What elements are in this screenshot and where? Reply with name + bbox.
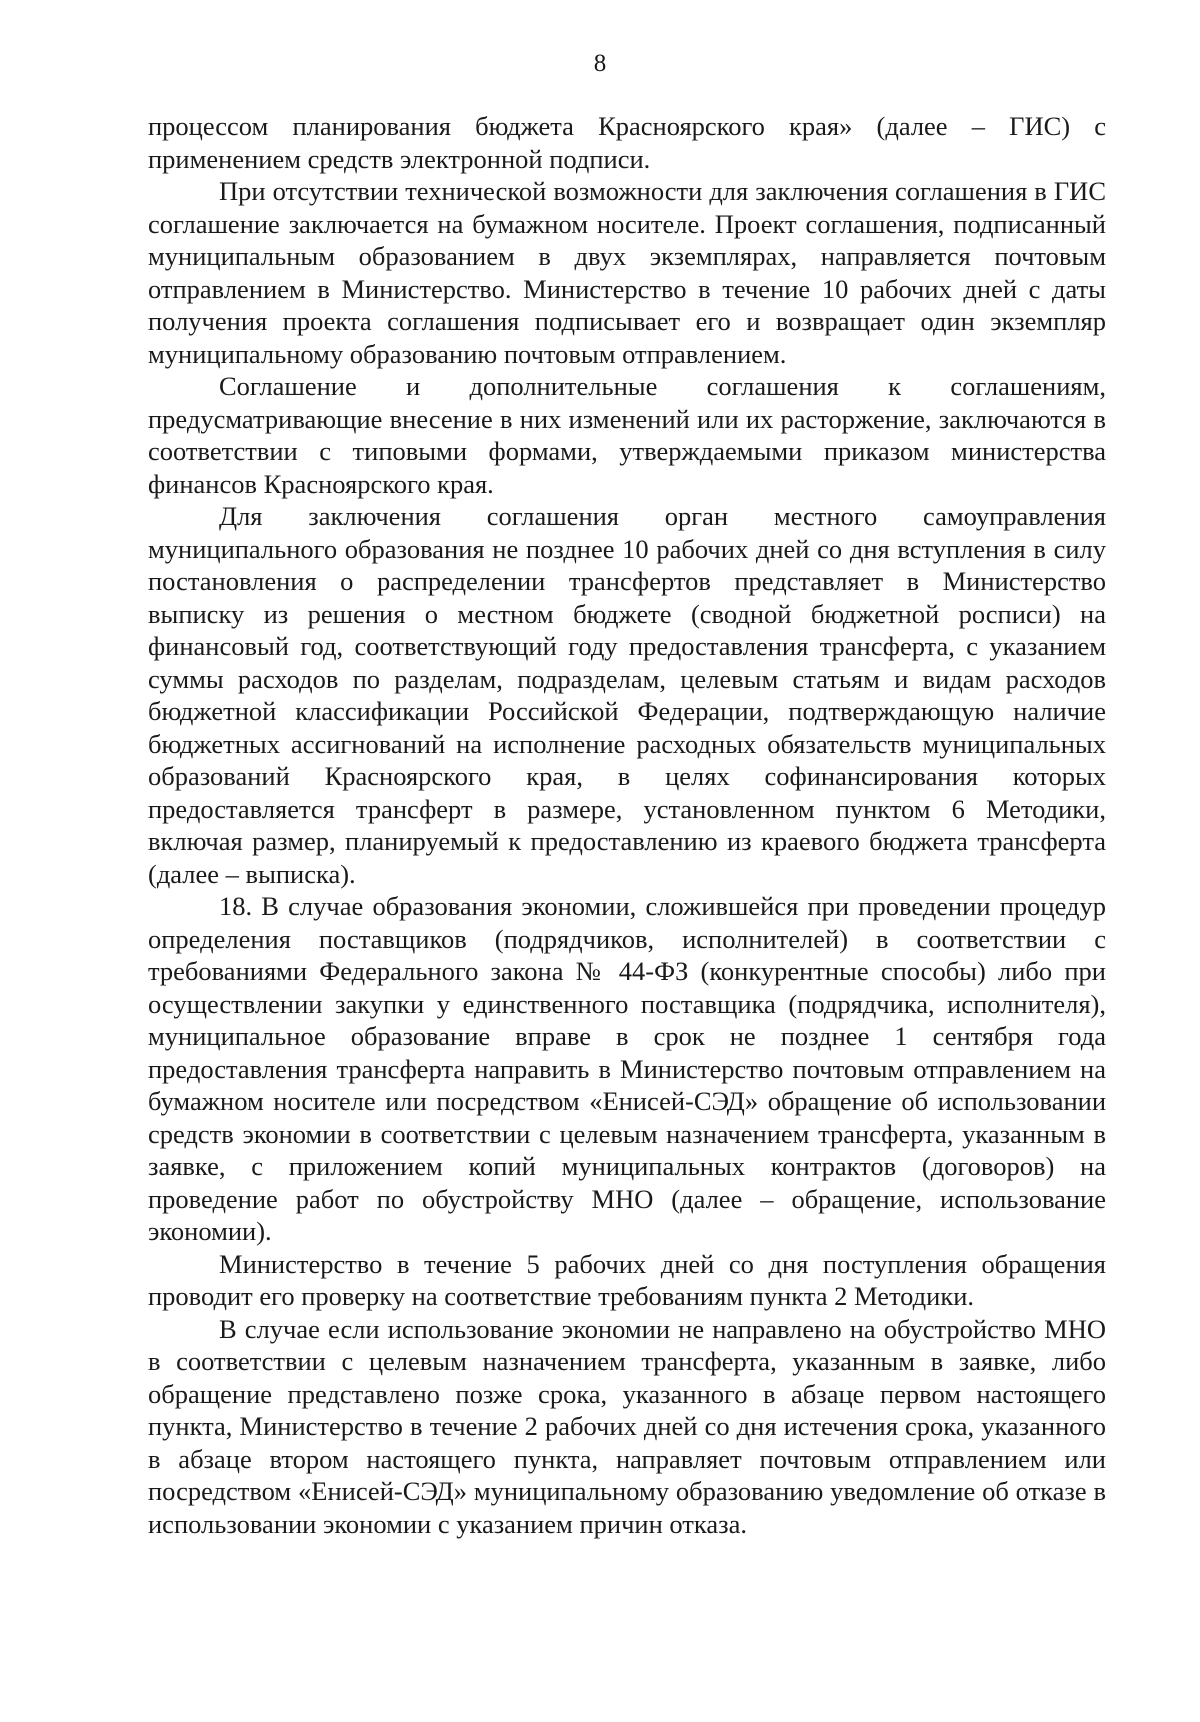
paragraph: В случае если использование экономии не направлено на обустройство МНО в соответствии с целевым назначением трансферта, указанным в заявке, либо обращение представлено позже срока, указанного в абзаце первом настоящего пункта, Министерство в течение 2 рабочих дней со дня истечения срока, указанного в абзаце втором настоящего пункта, направляет почтовым отправлением или посредством «Енисей-СЭД» муниципальному образованию уведомление об отказе в использовании экономии с указанием причин отказа.: [148, 1313, 1106, 1539]
paragraph-continuation: процессом планирования бюджета Красноярского края» (далее – ГИС) с применением средств электронной подписи.: [148, 111, 1106, 174]
paragraph: Соглашение и дополнительные соглашения к соглашениям, предусматривающие внесение в них изменений или их расторжение, заключаются в соответствии с типовыми формами, утверждаемыми приказом министерства финансов Красноярского края.: [148, 371, 1106, 499]
page-number: 8: [593, 50, 607, 77]
paragraph: При отсутствии технической возможности для заключения соглашения в ГИС соглашение заключается на бумажном носителе. Проект соглашения, подписанный муниципальным образованием в двух экземплярах, направляется почтовым отправлением в Министерство. Министерство в течение 10 рабочих дней с даты получения проекта соглашения подписывает его и возвращает один экземпляр муниципальному образованию почтовым отправлением.: [148, 176, 1106, 369]
paragraph: Для заключения соглашения орган местного самоуправления муниципального образования не позднее 10 рабочих дней со дня вступления в силу постановления о распределении трансфертов представляет в Министерство выписку из решения о местном бюджете (сводной бюджетной росписи) на финансовый год, соответствующий году предоставления трансферта, с указанием суммы расходов по разделам, подразделам, целевым статьям и видам расходов бюджетной классификации Российской Федерации, подтверждающую наличие бюджетных ассигнований на исполнение расходных обязательств муниципальных образований Красноярского края, в целях софинансирования которых предоставляется трансферт в размере, установленном пунктом 6 Методики, включая размер, планируемый к предоставлению из краевого бюджета трансферта (далее – выписка).: [148, 501, 1106, 889]
document-body: [148, 110, 1106, 1540]
paragraph-item-18: 18. В случае образования экономии, сложившейся при проведении процедур определения поставщиков (подрядчиков, исполнителей) в соответствии с требованиями Федерального закона № 44-ФЗ (конкурентные способы) либо при осуществлении закупки у единственного поставщика (подрядчика, исполнителя), муниципальное образование вправе в срок не позднее 1 сентября года предоставления трансферта направить в Министерство почтовым отправлением на бумажном носителе или посредством «Енисей-СЭД» обращение об использовании средств экономии в соответствии с целевым назначением трансферта, указанным в заявке, с приложением копий муниципальных контрактов (договоров) на проведение работ по обустройству МНО (далее – обращение, использование экономии).: [148, 891, 1106, 1246]
paragraph: Министерство в течение 5 рабочих дней со дня поступления обращения проводит его проверку на соответствие требованиям пункта 2 Методики.: [148, 1248, 1106, 1311]
